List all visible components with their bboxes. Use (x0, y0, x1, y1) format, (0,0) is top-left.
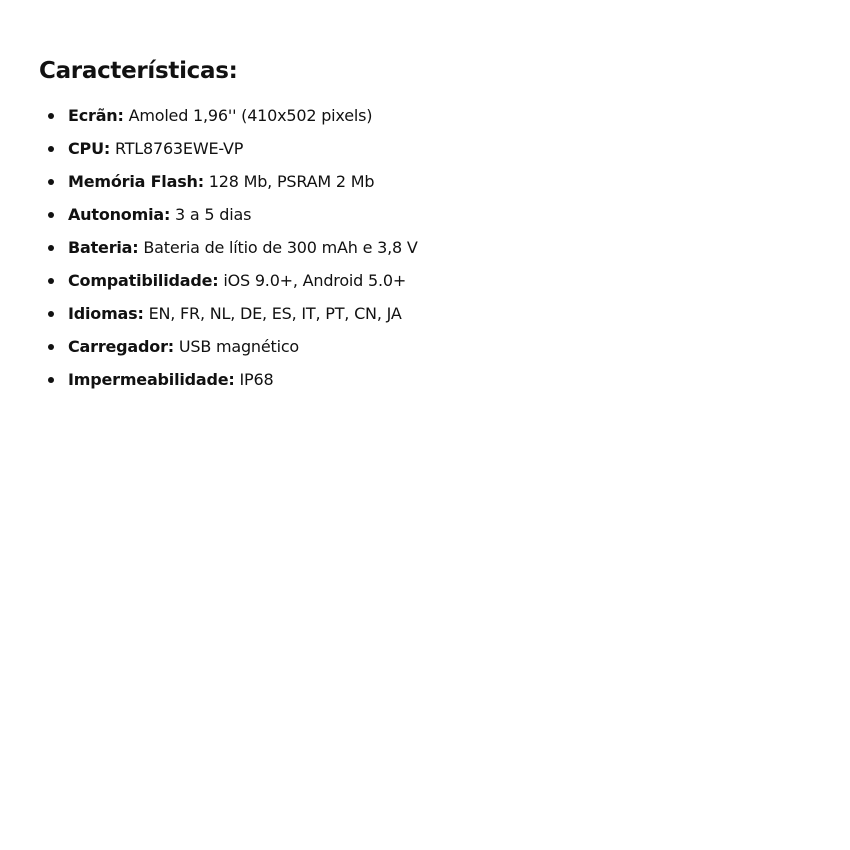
spec-item-compatibility (39, 264, 819, 297)
spec-label: Ecrãn: (68, 106, 124, 125)
spec-label: Memória Flash: (68, 172, 204, 191)
spec-value: USB magnético (178, 337, 300, 356)
spec-value: EN, FR, NL, DE, ES, IT, PT, CN, JA (148, 304, 402, 323)
spec-label: Bateria: (68, 238, 139, 257)
spec-list (39, 99, 819, 396)
bullet-icon (48, 245, 54, 251)
spec-value: RTL8763EWE-VP (114, 139, 244, 158)
spec-label: Impermeabilidade: (68, 370, 235, 389)
spec-label: Autonomia: (68, 205, 171, 224)
spec-value: Amoled 1,96'' (410x502 pixels) (128, 106, 373, 125)
spec-label: Idiomas: (68, 304, 144, 323)
spec-value: 3 a 5 dias (175, 205, 252, 224)
bullet-icon (48, 179, 54, 185)
spec-item-screen (39, 99, 819, 132)
spec-item-flash-memory (39, 165, 819, 198)
bullet-icon (48, 146, 54, 152)
spec-value: 128 Mb, PSRAM 2 Mb (208, 172, 375, 191)
bullet-icon (48, 344, 54, 350)
spec-label: Carregador: (68, 337, 174, 356)
bullet-icon (48, 311, 54, 317)
bullet-icon (48, 278, 54, 284)
features-section (39, 56, 819, 396)
spec-value: IP68 (239, 370, 274, 389)
spec-item-charger (39, 330, 819, 363)
spec-item-languages (39, 297, 819, 330)
spec-item-cpu (39, 132, 819, 165)
spec-label: CPU: (68, 139, 111, 158)
spec-item-autonomy (39, 198, 819, 231)
spec-value: Bateria de lítio de 300 mAh e 3,8 V (143, 238, 418, 257)
section-title: Características: (39, 58, 238, 84)
bullet-icon (48, 113, 54, 119)
spec-value: iOS 9.0+, Android 5.0+ (223, 271, 407, 290)
bullet-icon (48, 377, 54, 383)
spec-item-waterproofing (39, 363, 819, 396)
spec-item-battery (39, 231, 819, 264)
bullet-icon (48, 212, 54, 218)
spec-label: Compatibilidade: (68, 271, 219, 290)
